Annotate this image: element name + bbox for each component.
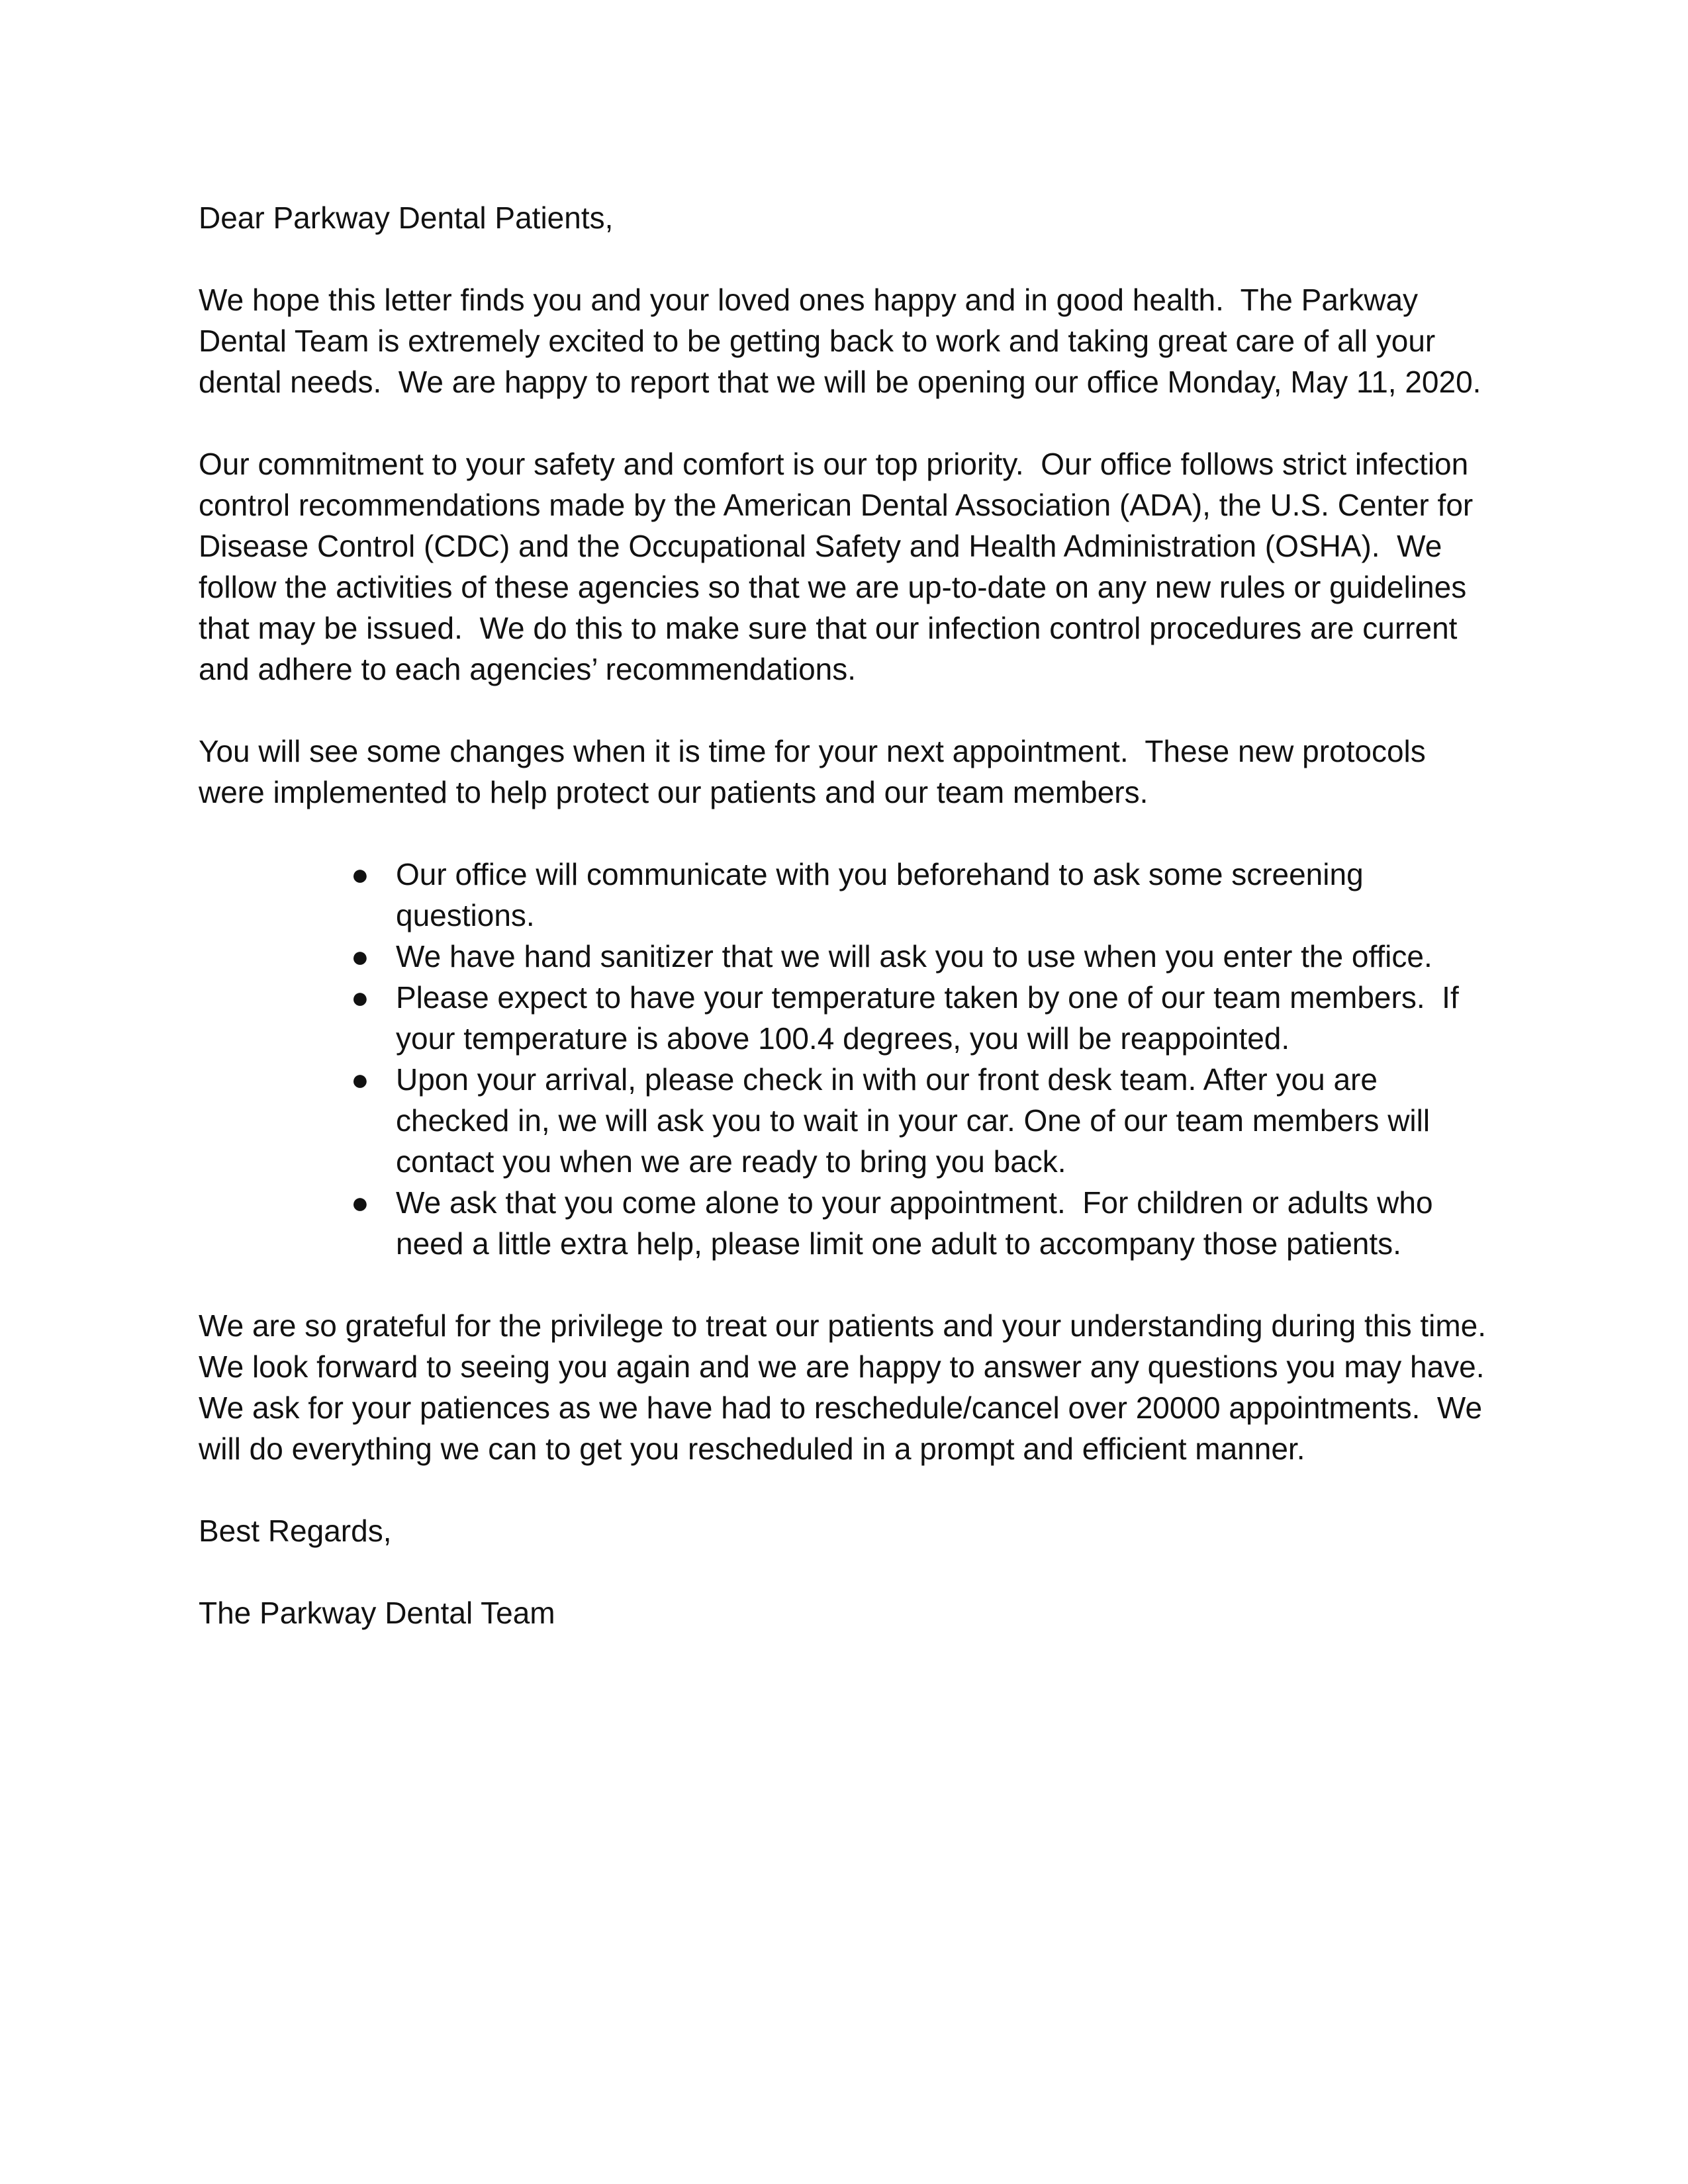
text-line: questions. <box>396 898 535 933</box>
paragraph-changes <box>199 731 1496 813</box>
text-line: Disease Control (CDC) and the Occupational Safety and Health Administration (OSHA). We <box>199 529 1442 563</box>
text-line: We hope this letter finds you and your loved ones happy and in good health. The Parkway <box>199 283 1419 317</box>
text-line: Upon your arrival, please check in with our front desk team. After you are <box>396 1062 1378 1097</box>
text-line: Dental Team is extremely excited to be getting back to work and taking great care of all your <box>199 324 1436 358</box>
bullet-icon: ● <box>351 857 369 891</box>
bullet-icon: ● <box>351 939 369 974</box>
text-line: Our office will communicate with you beforehand to ask some screening <box>396 857 1364 891</box>
signature-line: The Parkway Dental Team <box>199 1596 555 1630</box>
bullet-icon: ● <box>351 1185 369 1220</box>
text-line: control recommendations made by the American Dental Association (ADA), the U.S. Center for <box>199 488 1474 522</box>
sign-off-line: Best Regards, <box>199 1514 392 1548</box>
text-line: You will see some changes when it is time for your next appointment. These new protocols <box>199 734 1426 768</box>
bullet-icon: ● <box>351 1062 369 1097</box>
text-line: will do everything we can to get you rescheduled in a prompt and efficient manner. <box>199 1432 1305 1466</box>
text-line: need a little extra help, please limit one adult to accompany those patients. <box>396 1226 1401 1261</box>
text-line: We ask that you come alone to your appointment. For children or adults who <box>396 1185 1433 1220</box>
text-line: contact you when we are ready to bring you back. <box>396 1144 1066 1179</box>
text-line: your temperature is above 100.4 degrees, you will be reappointed. <box>396 1021 1290 1056</box>
paragraph-intro <box>199 279 1496 402</box>
text-line: were implemented to help protect our patients and our team members. <box>199 775 1149 809</box>
list-item <box>351 854 1496 936</box>
bullet-icon: ● <box>351 980 369 1015</box>
text-line: checked in, we will ask you to wait in your car. One of our team members will <box>396 1103 1430 1138</box>
paragraph-safety <box>199 443 1496 690</box>
paragraph-closing <box>199 1305 1496 1469</box>
text-line: follow the activities of these agencies so that we are up-to-date on any new rules or guidelines <box>199 570 1467 604</box>
text-line: Please expect to have your temperature taken by one of our team members. If <box>396 980 1459 1015</box>
letter-body <box>199 197 1496 1674</box>
text-line: We are so grateful for the privilege to treat our patients and your understanding during this time. <box>199 1308 1487 1343</box>
text-line: We have hand sanitizer that we will ask you to use when you enter the office. <box>396 939 1432 974</box>
list-item <box>351 1059 1496 1182</box>
protocol-list <box>199 854 1496 1264</box>
sign-off <box>199 1510 1496 1551</box>
text-line: We ask for your patiences as we have had to reschedule/cancel over 20000 appointments. We <box>199 1390 1483 1425</box>
text-line: Our commitment to your safety and comfort is our top priority. Our office follows strict infection <box>199 447 1469 481</box>
list-item <box>351 936 1496 977</box>
text-line: dental needs. We are happy to report that we will be opening our office Monday, May 11, 2020. <box>199 365 1481 399</box>
text-line: that may be issued. We do this to make sure that our infection control procedures are current <box>199 611 1458 645</box>
signature <box>199 1592 1496 1633</box>
salutation-line: Dear Parkway Dental Patients, <box>199 201 614 235</box>
salutation <box>199 197 1496 238</box>
text-line: We look forward to seeing you again and we are happy to answer any questions you may have. <box>199 1349 1485 1384</box>
list-item <box>351 1182 1496 1264</box>
text-line: and adhere to each agencies’ recommendations. <box>199 652 857 686</box>
list-item <box>351 977 1496 1059</box>
